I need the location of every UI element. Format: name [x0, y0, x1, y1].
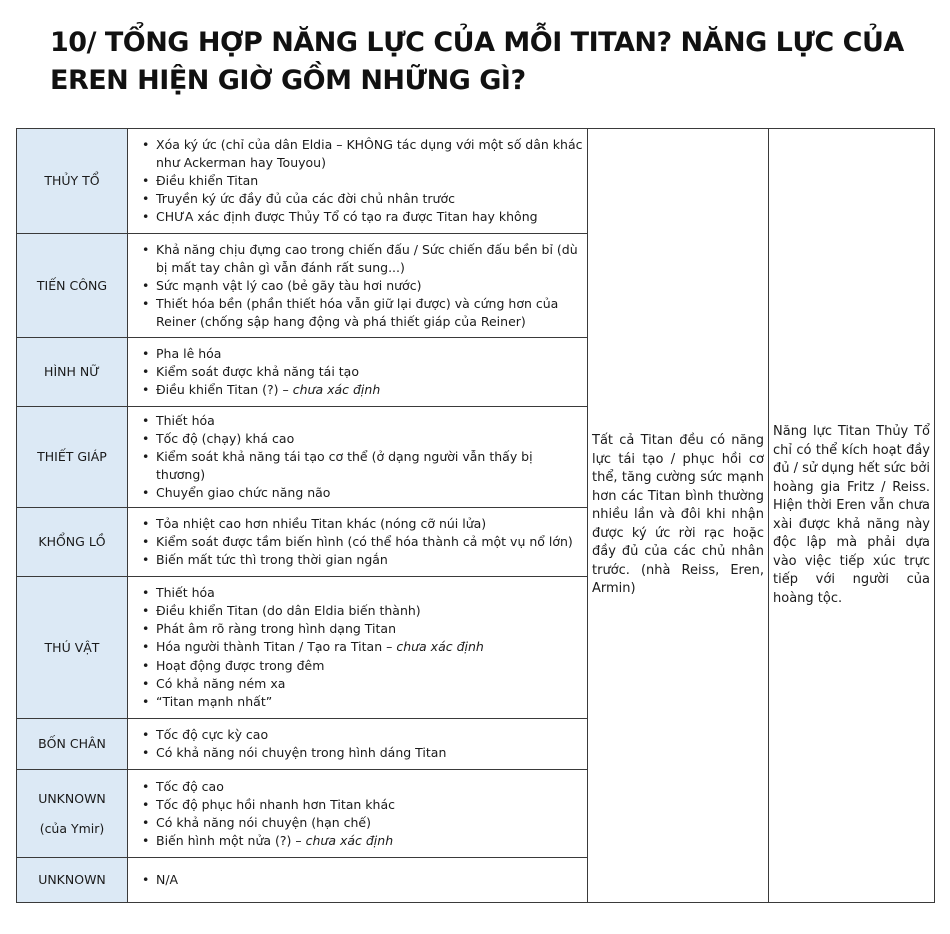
power-item: [140, 744, 583, 762]
power-text: Tốc độ cực kỳ cao: [156, 727, 269, 742]
power-item: [140, 814, 583, 832]
power-text: Biến mất tức thì trong thời gian ngắn: [156, 552, 388, 567]
eren-abilities-cell: [769, 129, 935, 903]
titan-name: UNKNOWN: [38, 872, 106, 887]
power-text: Kiểm soát khả năng tái tạo cơ thể (ở dạng người vẫn thấy bị thương): [156, 449, 533, 482]
titan-name-cell: [17, 338, 128, 407]
powers-list: [140, 412, 583, 502]
titan-name-cell: [17, 719, 128, 770]
power-text: Phát âm rõ ràng trong hình dạng Titan: [156, 621, 397, 637]
power-text: Khả năng chịu đựng cao trong chiến đấu / Sức chiến đấu bền bỉ (dù bị mất tay chân gì vẫn đánh rất sung...): [156, 241, 578, 275]
power-text: CHƯA xác định được Thủy Tổ có tạo ra được Titan hay không: [156, 209, 538, 224]
power-item: [140, 796, 583, 814]
power-item: [140, 657, 583, 675]
power-item: [140, 136, 583, 172]
power-item: [140, 412, 583, 430]
power-note: chưa xác định: [305, 832, 394, 848]
power-item: [140, 515, 583, 533]
power-text: Biến hình một nửa (?) –: [156, 832, 306, 848]
power-item: [140, 190, 583, 208]
titan-name: KHỔNG LỒ: [38, 534, 106, 549]
power-item: [140, 533, 583, 551]
power-text: Truyền ký ức đầy đủ của các đời chủ nhân trước: [156, 191, 455, 206]
power-text: Hóa người thành Titan / Tạo ra Titan –: [156, 639, 397, 655]
power-text: Xóa ký ức (chỉ của dân Eldia – KHÔNG tác dụng với một số dân khác như Ackerman hay Touyou): [156, 137, 583, 170]
power-text: Điều khiển Titan (do dân Eldia biến thành): [156, 602, 421, 618]
titan-powers-cell: [128, 129, 588, 234]
power-item: [140, 277, 583, 295]
titan-name-cell: [17, 129, 128, 234]
power-note: chưa xác định: [292, 382, 381, 397]
power-text: Sức mạnh vật lý cao (bẻ gãy tàu hơi nước): [156, 277, 422, 293]
powers-list: [140, 136, 583, 226]
powers-list: [140, 778, 583, 850]
powers-list: [140, 515, 583, 569]
titan-name-cell: [17, 407, 128, 508]
titan-powers-cell: [128, 234, 588, 338]
power-item: [140, 345, 583, 363]
titan-name-cell: [17, 577, 128, 719]
titan-name-cell: [17, 508, 128, 577]
power-item: [140, 208, 583, 226]
titan-powers-cell: [128, 407, 588, 508]
power-text: Hoạt động được trong đêm: [156, 657, 325, 673]
titan-name: THIẾT GIÁP: [37, 449, 107, 464]
titan-name-cell: [17, 770, 128, 858]
titan-name: THÚ VẬT: [44, 639, 100, 655]
power-item: [140, 448, 583, 484]
powers-list: [140, 871, 583, 889]
power-text: Điều khiển Titan (?) –: [156, 382, 293, 397]
power-text: Điều khiển Titan: [156, 173, 259, 188]
titan-powers-cell: [128, 338, 588, 407]
power-text: Chuyển giao chức năng não: [156, 485, 331, 500]
titan-name: UNKNOWN: [38, 790, 106, 806]
power-text: Kiểm soát được khả năng tái tạo: [156, 364, 359, 379]
power-item: [140, 381, 583, 399]
power-item: [140, 551, 583, 569]
power-text: N/A: [156, 872, 179, 887]
page-title: 10/ TỔNG HỢP NĂNG LỰC CỦA MỖI TITAN? NĂNG LỰC CỦA EREN HIỆN GIỜ GỒM NHỮNG GÌ?: [50, 27, 904, 96]
titan-name: HÌNH NỮ: [44, 364, 100, 379]
power-text: Thiết hóa: [156, 413, 215, 428]
titan-name-cell: [17, 858, 128, 903]
titan-name-cell: [17, 234, 128, 338]
titan-powers-cell: [128, 719, 588, 770]
power-item: [140, 726, 583, 744]
titan-powers-cell: [128, 508, 588, 577]
power-text: Tốc độ cao: [156, 778, 224, 794]
power-item: [140, 675, 583, 693]
common-abilities-cell: [588, 129, 769, 903]
titan-name-sub: (của Ymir): [39, 820, 105, 836]
titan-abilities-table: [16, 128, 935, 903]
power-item: [140, 871, 583, 889]
power-item: [140, 638, 583, 656]
power-item: [140, 172, 583, 190]
power-text: Tốc độ phục hồi nhanh hơn Titan khác: [156, 796, 395, 812]
power-text: Tốc độ (chạy) khá cao: [156, 431, 295, 446]
power-text: Tỏa nhiệt cao hơn nhiều Titan khác (nóng cỡ núi lửa): [156, 516, 487, 531]
power-item: [140, 778, 583, 796]
eren-abilities-text: Năng lực Titan Thủy Tổ chỉ có thể kích hoạt đầy đủ / sử dụng hết sức bởi hoàng gia Fritz / Reiss. Hiện thời Eren vẫn chưa xài được khả năng này độc lập mà phải dựa vào việc tiếp xúc trực tiếp với người của hoàng tộc.: [773, 424, 930, 606]
power-item: [140, 295, 583, 331]
power-item: [140, 430, 583, 448]
power-item: [140, 484, 583, 502]
table-body: [17, 129, 935, 903]
power-item: [140, 620, 583, 638]
common-abilities-text: Tất cả Titan đều có năng lực tái tạo / phục hồi cơ thể, tăng cường sức mạnh hơn các Titan bình thường nhiều lần và đôi khi nhận được ký ức rời rạc hoặc đầy đủ của các chủ nhân trước. (nhà Reiss, Eren, Armin): [592, 433, 764, 597]
power-item: [140, 241, 583, 277]
titan-name: TIẾN CÔNG: [36, 277, 108, 293]
power-item: [140, 584, 583, 602]
titan-name: BỐN CHÂN: [38, 736, 106, 751]
titan-powers-cell: [128, 577, 588, 719]
powers-list: [140, 241, 583, 331]
power-item: [140, 832, 583, 850]
titan-name: THỦY TỔ: [44, 173, 100, 188]
power-text: Thiết hóa bền (phần thiết hóa vẫn giữ lại được) và cứng hơn của Reiner (chống sập hang động và phá thiết giáp của Reiner): [156, 295, 559, 329]
powers-list: [140, 726, 583, 762]
power-text: Có khả năng nói chuyện trong hình dáng Titan: [156, 745, 447, 760]
power-note: chưa xác định: [396, 639, 484, 655]
power-item: [140, 693, 583, 711]
powers-list: [140, 584, 583, 711]
titan-powers-cell: [128, 770, 588, 858]
power-text: Kiểm soát được tầm biến hình (có thể hóa thành cả một vụ nổ lớn): [156, 534, 573, 549]
power-text: Có khả năng ném xa: [156, 675, 286, 691]
power-text: Pha lê hóa: [156, 346, 222, 361]
titan-row: [17, 129, 935, 234]
powers-list: [140, 345, 583, 399]
power-item: [140, 363, 583, 381]
power-item: [140, 602, 583, 620]
power-text: “Titan mạnh nhất”: [156, 694, 273, 709]
titan-powers-cell: [128, 858, 588, 903]
power-text: Thiết hóa: [156, 584, 215, 600]
power-text: Có khả năng nói chuyện (hạn chế): [156, 814, 371, 830]
